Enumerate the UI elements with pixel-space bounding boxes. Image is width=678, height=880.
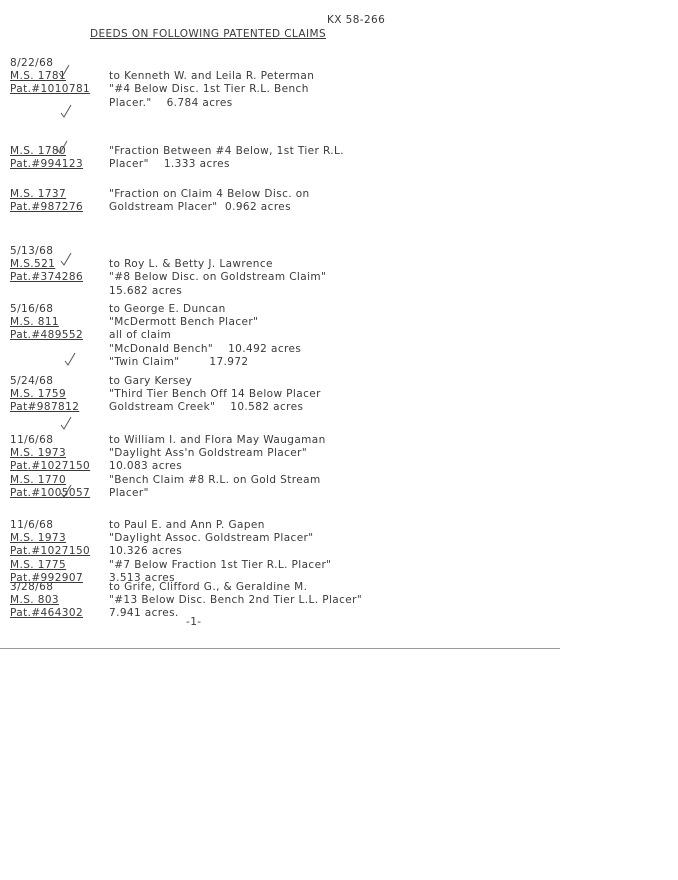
claim-reference: M.S.521 — [10, 258, 56, 271]
grantee-name: to Paul E. and Ann P. Gapen — [109, 519, 265, 531]
claim-reference: Pat.#994123 — [10, 158, 84, 171]
claim-reference: M.S. 1973 — [10, 447, 67, 460]
claim-reference: Pat.#987276 — [10, 201, 84, 214]
claim-reference: Pat.#1027150 — [10, 460, 91, 473]
claim-description: "Bench Claim #8 R.L. on Gold Stream — [109, 473, 321, 486]
claim-description: Placer" — [109, 486, 149, 499]
claim-description: "#7 Below Fraction 1st Tier R.L. Placer" — [109, 558, 332, 571]
claim-reference: Pat#987812 — [10, 401, 80, 414]
claim-reference: M.S. 803 — [10, 594, 59, 607]
claim-description: "Fraction on Claim 4 Below Disc. on — [109, 188, 310, 200]
claim-reference: Pat.#1005057 — [10, 486, 91, 499]
grantee-name: to William I. and Flora May Waugaman — [109, 434, 326, 446]
claim-reference: Pat.#1027150 — [10, 545, 91, 558]
check-mark-icon — [64, 352, 76, 366]
claim-reference: M.S. 1781 — [10, 70, 67, 83]
claim-description: 3.513 acres — [109, 571, 176, 584]
claim-description: all of claim — [109, 329, 172, 342]
claim-reference: M.S. 1737 — [10, 188, 67, 200]
claim-description: "Third Tier Bench Off 14 Below Placer — [109, 388, 321, 401]
grantee-name: to Gary Kersey — [109, 375, 193, 387]
entry-date: 5/16/68 — [10, 303, 54, 315]
claim-reference: Pat.#374286 — [10, 271, 84, 284]
entry-date: 3/28/68 — [10, 581, 54, 593]
claim-reference: Pat.#992907 — [10, 571, 84, 584]
claim-description: 7.941 acres. — [109, 607, 179, 620]
claim-reference: M.S. 1775 — [10, 558, 67, 571]
claim-reference: Pat.#489552 — [10, 329, 84, 342]
grantee-name: to Roy L. & Betty J. Lawrence — [109, 258, 273, 271]
claim-description: "Fraction Between #4 Below, 1st Tier R.L. — [109, 145, 345, 157]
claim-reference: Pat.#1010781 — [10, 83, 91, 96]
entry-date: 8/22/68 — [10, 57, 54, 69]
entry-date: 11/6/68 — [10, 519, 54, 531]
entry-date: 11/6/68 — [10, 434, 54, 446]
claim-description: "#8 Below Disc. on Goldstream Claim" — [109, 271, 327, 284]
claim-description: Goldstream Placer" 0.962 acres — [109, 201, 292, 214]
claim-description: Goldstream Creek" 10.582 acres — [109, 401, 304, 414]
claim-description: 15.682 acres — [109, 284, 183, 297]
claim-description: Placer" 1.333 acres — [109, 158, 230, 171]
bottom-rule — [0, 648, 560, 649]
claim-description: "Daylight Ass'n Goldstream Placer" — [109, 447, 308, 460]
document-reference: KX 58-266 — [327, 14, 386, 26]
grantee-name: to Grife, Clifford G., & Geraldine M. — [109, 581, 308, 593]
check-mark-icon — [60, 104, 72, 118]
grantee-name: to George E. Duncan — [109, 303, 226, 315]
page-heading: DEEDS ON FOLLOWING PATENTED CLAIMS — [90, 28, 327, 40]
claim-description: "McDonald Bench" 10.492 acres — [109, 342, 302, 355]
grantee-name: to Kenneth W. and Leila R. Peterman — [109, 70, 315, 83]
check-mark-icon — [56, 140, 68, 154]
claim-description: "#13 Below Disc. Bench 2nd Tier L.L. Placer" — [109, 594, 363, 607]
page-number: -1- — [186, 616, 202, 628]
check-mark-icon — [60, 252, 72, 266]
claim-reference: Pat.#464302 — [10, 607, 84, 620]
claim-reference: M.S. 1973 — [10, 532, 67, 545]
entry-date: 5/13/68 — [10, 245, 54, 257]
claim-reference: M.S. 1780 — [10, 145, 67, 157]
check-mark-icon — [58, 64, 70, 78]
check-mark-icon — [60, 484, 72, 498]
claim-description: Placer." 6.784 acres — [109, 96, 233, 109]
claim-description: 10.083 acres — [109, 460, 183, 473]
claim-description: "Twin Claim" 17.972 — [109, 355, 249, 368]
claim-reference: M.S. 1770 — [10, 473, 67, 486]
check-mark-icon — [60, 416, 72, 430]
claim-description: "McDermott Bench Placer" — [109, 316, 259, 329]
claim-reference: M.S. 811 — [10, 316, 59, 329]
claim-description: "Daylight Assoc. Goldstream Placer" — [109, 532, 314, 545]
entry-date: 5/24/68 — [10, 375, 54, 387]
claim-description: 10.326 acres — [109, 545, 183, 558]
claim-reference: M.S. 1759 — [10, 388, 67, 401]
claim-description: "#4 Below Disc. 1st Tier R.L. Bench — [109, 83, 309, 96]
